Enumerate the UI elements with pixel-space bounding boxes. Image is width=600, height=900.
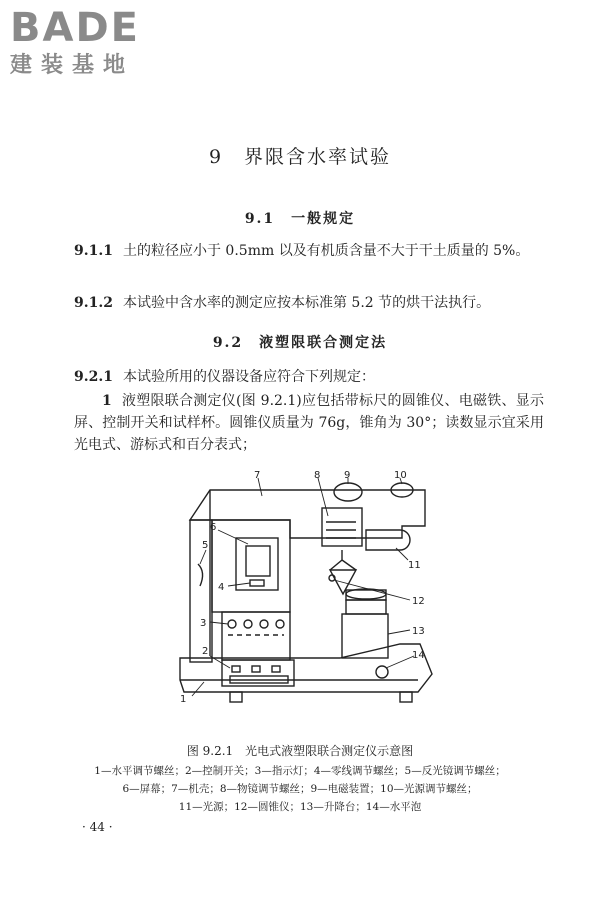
leader-line (386, 656, 414, 668)
switch-box (222, 660, 294, 686)
clause-number: 9.1.1 (74, 243, 113, 259)
lift-platform (342, 614, 388, 658)
publisher-logo (10, 6, 140, 80)
leader-line (192, 682, 204, 696)
cone-suspension (330, 550, 356, 570)
clause-9-1-1 (74, 240, 544, 262)
objective-assembly (322, 508, 362, 546)
leader-line (318, 478, 328, 516)
item-text: 液塑限联合测定仪(图 9.2.1)应包括带标尺的圆锥仪、电磁铁、显示屏、控制开关和试样杯。圆锥仪质量为 76g，锥角为 30°；读数显示宜采用光电式、游标式和百分表式； (74, 393, 544, 453)
lift-platform-upper (346, 600, 386, 614)
item-number: 1 (102, 393, 112, 409)
leveling-foot (230, 692, 242, 702)
indicator-light (260, 620, 268, 628)
housing-side-panel (190, 520, 212, 662)
fig-label-5: 5 (202, 540, 209, 551)
fig-label-3: 3 (200, 618, 207, 629)
indicator-light (244, 620, 252, 628)
fig-label-11: 11 (408, 560, 421, 571)
mirror-adjust-screw (198, 564, 203, 586)
section-heading-9-1: 9.1 一般规定 (244, 211, 356, 227)
light-source (366, 530, 410, 550)
fig-label-13: 13 (412, 626, 425, 637)
figure-legend (0, 762, 600, 816)
screen (246, 546, 270, 576)
clause-9-2-1 (74, 366, 544, 388)
fig-label-12: 12 (412, 596, 425, 607)
item-1 (74, 390, 544, 456)
fig-label-14: 14 (412, 650, 425, 661)
control-panel (222, 612, 290, 660)
clause-9-1-2 (74, 292, 544, 314)
fig-label-2: 2 (202, 646, 209, 657)
machine-housing-top (190, 490, 425, 538)
clause-number: 9.1.2 (74, 295, 113, 311)
base-plate (180, 644, 432, 692)
clause-text: 土的粒径应小于 0.5mm 以及有机质含量不大于干土质量的 5%。 (122, 243, 530, 259)
fig-label-8: 8 (314, 470, 321, 481)
apparatus-diagram (170, 468, 442, 730)
leveling-foot (400, 692, 412, 702)
fig-label-7: 7 (254, 470, 261, 481)
indicator-light (228, 620, 236, 628)
fig-label-9: 9 (344, 470, 351, 481)
legend-line: 11—光源；12—圆锥仪；13—升降台；14—水平泡 (178, 801, 422, 813)
fig-label-1: 1 (180, 694, 187, 705)
logo-wordmark: BADE (10, 5, 140, 51)
section-heading-9-2: 9.2 液塑限联合测定法 (212, 335, 388, 351)
leader-line (228, 583, 250, 586)
logo-subtitle: 建装基地 (10, 53, 135, 78)
figure-caption: 图 9.2.1 光电式液塑限联合测定仪示意图 (186, 744, 414, 758)
control-switch (272, 666, 280, 672)
electromagnet-device (334, 483, 362, 501)
legend-line: 1—水平调节螺丝；2—控制开关；3—指示灯；4—零线调节螺丝；5—反光镜调节螺丝； (94, 765, 506, 777)
page-number: · 44 · (82, 820, 113, 834)
chapter-title: 9 界限含水率试验 (208, 146, 392, 168)
fig-label-10: 10 (394, 470, 407, 481)
legend-line: 6—屏幕；7—机壳；8—物镜调节螺丝；9—电磁装置；10—光源调节螺丝； (122, 783, 478, 795)
indicator-light (276, 620, 284, 628)
objective-adjust-screw (326, 522, 356, 538)
leader-line (218, 530, 248, 544)
zero-adjust-screw (250, 580, 264, 586)
leader-line (388, 630, 410, 634)
control-switch (232, 666, 240, 672)
clause-text: 本试验所用的仪器设备应符合下列规定： (122, 369, 375, 385)
clause-text: 本试验中含水率的测定应按本标准第 5.2 节的烘干法执行。 (122, 295, 491, 311)
fig-label-6: 6 (210, 522, 217, 533)
fig-label-4: 4 (218, 582, 225, 593)
clause-number: 9.2.1 (74, 369, 113, 385)
leader-line (200, 550, 206, 564)
control-switch (252, 666, 260, 672)
